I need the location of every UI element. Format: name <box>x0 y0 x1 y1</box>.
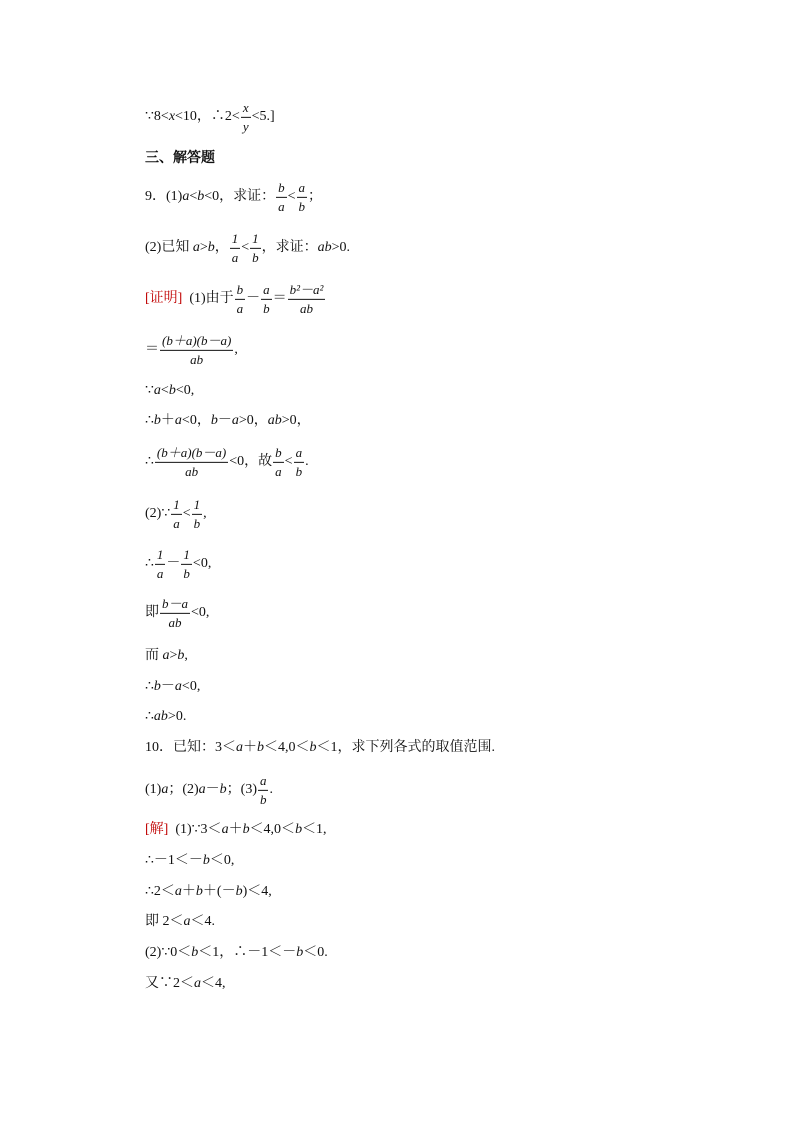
text-run: ＋(－ <box>202 884 236 899</box>
text-run: － <box>217 413 232 428</box>
bracket-label: [证明] <box>145 291 183 306</box>
text-run: <0, <box>191 605 210 620</box>
text-run: 10．已知：3＜ <box>145 740 236 755</box>
text-run: ∴ <box>145 679 154 694</box>
text-run: < <box>241 240 250 255</box>
fraction <box>192 498 203 530</box>
text-line <box>145 946 328 960</box>
text-run: ＜4,0＜ <box>264 740 310 755</box>
fraction-numerator: (b＋a)(b－a) <box>156 444 227 460</box>
fraction-denominator: a <box>236 300 244 316</box>
math-variable: b <box>177 648 185 663</box>
text-run: － <box>246 291 261 306</box>
fraction <box>171 498 182 530</box>
text-line <box>145 597 209 629</box>
text-run: ； <box>308 189 323 204</box>
text-line <box>145 498 207 530</box>
text-run: ＋ <box>160 413 175 428</box>
math-variable: b <box>257 740 264 755</box>
fraction-numerator: 1 <box>173 496 180 512</box>
math-variable: ab <box>267 413 282 428</box>
text-line <box>145 232 350 264</box>
text-run: ＜1，∴－1＜－ <box>198 945 297 960</box>
text-run: (1) <box>145 782 162 797</box>
text-run: . <box>305 454 309 469</box>
text-run: <0， <box>181 413 211 428</box>
fraction-numerator: b－a <box>162 595 189 611</box>
fraction <box>273 446 284 478</box>
text-line <box>145 181 322 213</box>
text-run: ∴ <box>145 454 154 469</box>
math-variable: a <box>182 189 190 204</box>
text-run: ，求证： <box>261 240 318 255</box>
text-line <box>145 680 200 694</box>
text-run: < <box>287 189 296 204</box>
math-variable: ab <box>317 240 332 255</box>
text-line <box>145 283 326 315</box>
text-run: ＜4. <box>190 914 215 929</box>
fraction <box>276 181 287 213</box>
text-run: ∴ <box>145 709 154 724</box>
fraction-denominator: a <box>278 198 285 214</box>
text-line <box>145 101 275 133</box>
fraction <box>160 597 190 629</box>
fraction-denominator: a <box>275 463 282 479</box>
text-run: <5.] <box>251 109 275 124</box>
text-run: ∴ <box>145 413 154 428</box>
math-variable: b <box>296 945 304 960</box>
text-run: < <box>284 454 293 469</box>
math-variable: b <box>153 413 161 428</box>
text-line <box>145 446 309 478</box>
text-run: , <box>184 648 188 663</box>
fraction-denominator: ab <box>160 613 190 630</box>
text-run: ；(2) <box>168 782 199 797</box>
text-run: < <box>182 506 191 521</box>
text-run: , <box>203 506 207 521</box>
math-variable: b <box>168 383 176 398</box>
text-run: 9．(1) <box>145 189 183 204</box>
text-line <box>145 334 238 366</box>
fraction <box>160 334 233 366</box>
fraction <box>235 283 246 315</box>
fraction-numerator: 1 <box>252 230 259 246</box>
fraction <box>181 548 192 580</box>
fraction-numerator: a <box>298 179 306 195</box>
fraction-numerator: b <box>236 281 244 297</box>
text-run: )＜4, <box>242 884 272 899</box>
math-variable: b <box>295 822 303 837</box>
math-variable: a <box>198 782 206 797</box>
text-run: <0，求证： <box>204 189 276 204</box>
text-run: ＜4,0＜ <box>249 822 296 837</box>
text-line <box>145 823 327 837</box>
fraction-denominator: a <box>231 249 239 265</box>
text-run: － <box>166 556 181 571</box>
math-variable: b <box>242 822 250 837</box>
fraction-denominator: a <box>156 565 164 581</box>
math-variable: a <box>231 413 239 428</box>
math-variable: a <box>192 240 200 255</box>
math-variable: a <box>221 822 229 837</box>
bracket-label: [解] <box>145 822 169 837</box>
fraction-denominator: ab <box>155 462 228 479</box>
math-variable: b <box>210 413 218 428</box>
fraction-denominator: ab <box>288 299 326 316</box>
fraction-numerator: 1 <box>193 496 201 512</box>
text-run: ＜1, <box>302 822 327 837</box>
fraction-numerator: 1 <box>156 546 164 562</box>
text-line <box>145 741 495 755</box>
text-run: ＜0, <box>209 853 235 868</box>
text-run: ∵ <box>145 383 154 398</box>
fraction-denominator: a <box>173 515 180 531</box>
text-run: ＜0. <box>303 945 328 960</box>
text-run: ， <box>214 240 229 255</box>
text-line <box>145 548 211 580</box>
fraction-denominator: b <box>295 463 303 479</box>
math-variable: a <box>174 884 182 899</box>
fraction <box>241 101 251 133</box>
text-run: 而 <box>145 648 163 663</box>
text-line <box>145 854 234 868</box>
text-run: 即 2＜ <box>145 914 184 929</box>
fraction-denominator: ab <box>160 350 233 367</box>
text-run: > <box>199 240 208 255</box>
fraction-numerator: a <box>259 772 267 788</box>
text-run: <0，故 <box>229 454 273 469</box>
fraction-denominator: b <box>252 249 259 265</box>
math-variable: a <box>162 648 170 663</box>
math-variable: b <box>219 782 227 797</box>
math-variable: a <box>174 413 182 428</box>
math-variable: a <box>183 914 191 929</box>
fraction-numerator: b²－a² <box>289 281 324 297</box>
section-heading: 三、解答题 <box>145 150 215 166</box>
text-run: 又∵2＜ <box>145 976 194 991</box>
math-variable: ab <box>153 709 168 724</box>
fraction <box>230 232 241 264</box>
text-line <box>145 774 273 806</box>
math-variable: b <box>207 240 215 255</box>
text-run: (1)由于 <box>182 291 234 306</box>
text-run: ∴ <box>145 556 154 571</box>
text-line <box>145 710 186 724</box>
fraction-numerator: 1 <box>231 230 239 246</box>
text-line <box>145 649 188 663</box>
math-variable: b <box>235 884 243 899</box>
text-line <box>145 885 272 899</box>
text-run: ＋ <box>181 884 196 899</box>
text-line <box>145 977 226 991</box>
math-variable: a <box>161 782 169 797</box>
text-run: < <box>160 383 169 398</box>
text-line <box>145 414 311 428</box>
math-variable: a <box>194 976 201 991</box>
fraction-numerator: a <box>295 444 303 460</box>
math-variable: b <box>195 884 203 899</box>
text-run: ；(3) <box>226 782 257 797</box>
text-run: ＝ <box>145 342 159 357</box>
fraction <box>294 446 305 478</box>
text-run: <0, <box>181 679 201 694</box>
text-run: >0， <box>281 413 311 428</box>
fraction-numerator: b <box>275 444 282 460</box>
text-run: ＜4, <box>201 976 226 991</box>
math-variable: a <box>153 383 161 398</box>
text-run: <0, <box>192 556 212 571</box>
text-run: (1)∵3＜ <box>168 822 222 837</box>
text-line <box>145 915 215 929</box>
text-run: (2)已知 <box>145 240 193 255</box>
math-variable: x <box>168 109 176 124</box>
fraction-denominator: b <box>259 791 267 807</box>
fraction <box>250 232 261 264</box>
fraction-numerator: a <box>263 281 270 297</box>
fraction <box>155 548 166 580</box>
fraction-numerator: (b＋a)(b－a) <box>162 332 232 348</box>
fraction <box>297 181 308 213</box>
fraction-numerator: 1 <box>183 546 190 562</box>
text-run: ＜1，求下列各式的取值范围. <box>316 740 495 755</box>
text-run: <10，∴2< <box>175 109 240 124</box>
text-run: ∴2＜ <box>145 884 175 899</box>
fraction-denominator: b <box>183 565 190 581</box>
text-run: , <box>234 342 238 357</box>
math-variable: b <box>309 740 317 755</box>
math-variable: b <box>197 189 205 204</box>
math-variable: a <box>174 679 182 694</box>
text-run: > <box>169 648 178 663</box>
fraction-denominator: y <box>242 118 249 134</box>
text-run: ＋ <box>228 822 243 837</box>
text-run: ∴－1＜－ <box>145 853 203 868</box>
math-variable: b <box>202 853 210 868</box>
text-run: 即 <box>145 605 159 620</box>
text-run: ＝ <box>272 291 287 306</box>
text-run: >0， <box>238 413 268 428</box>
fraction-denominator: b <box>193 515 201 531</box>
text-run: － <box>205 782 220 797</box>
text-run: ＋ <box>243 740 257 755</box>
text-run: <0, <box>175 383 195 398</box>
text-line <box>145 151 215 165</box>
math-variable: b <box>191 945 199 960</box>
text-run: (2)∵0＜ <box>145 945 192 960</box>
text-run: < <box>189 189 198 204</box>
fraction <box>258 774 269 806</box>
text-run: ∵8< <box>145 109 169 124</box>
text-run: >0. <box>167 709 187 724</box>
fraction <box>155 446 228 478</box>
text-line <box>145 384 194 398</box>
text-run: － <box>160 679 175 694</box>
fraction-numerator: b <box>278 179 285 195</box>
text-run: . <box>269 782 273 797</box>
fraction <box>261 283 272 315</box>
text-run: (2)∵ <box>145 506 171 521</box>
text-run: >0. <box>331 240 351 255</box>
fraction <box>288 283 326 315</box>
fraction-denominator: b <box>298 198 306 214</box>
math-variable: a <box>236 740 243 755</box>
fraction-numerator: x <box>242 99 249 115</box>
fraction-denominator: b <box>263 300 270 316</box>
math-variable: b <box>153 679 161 694</box>
